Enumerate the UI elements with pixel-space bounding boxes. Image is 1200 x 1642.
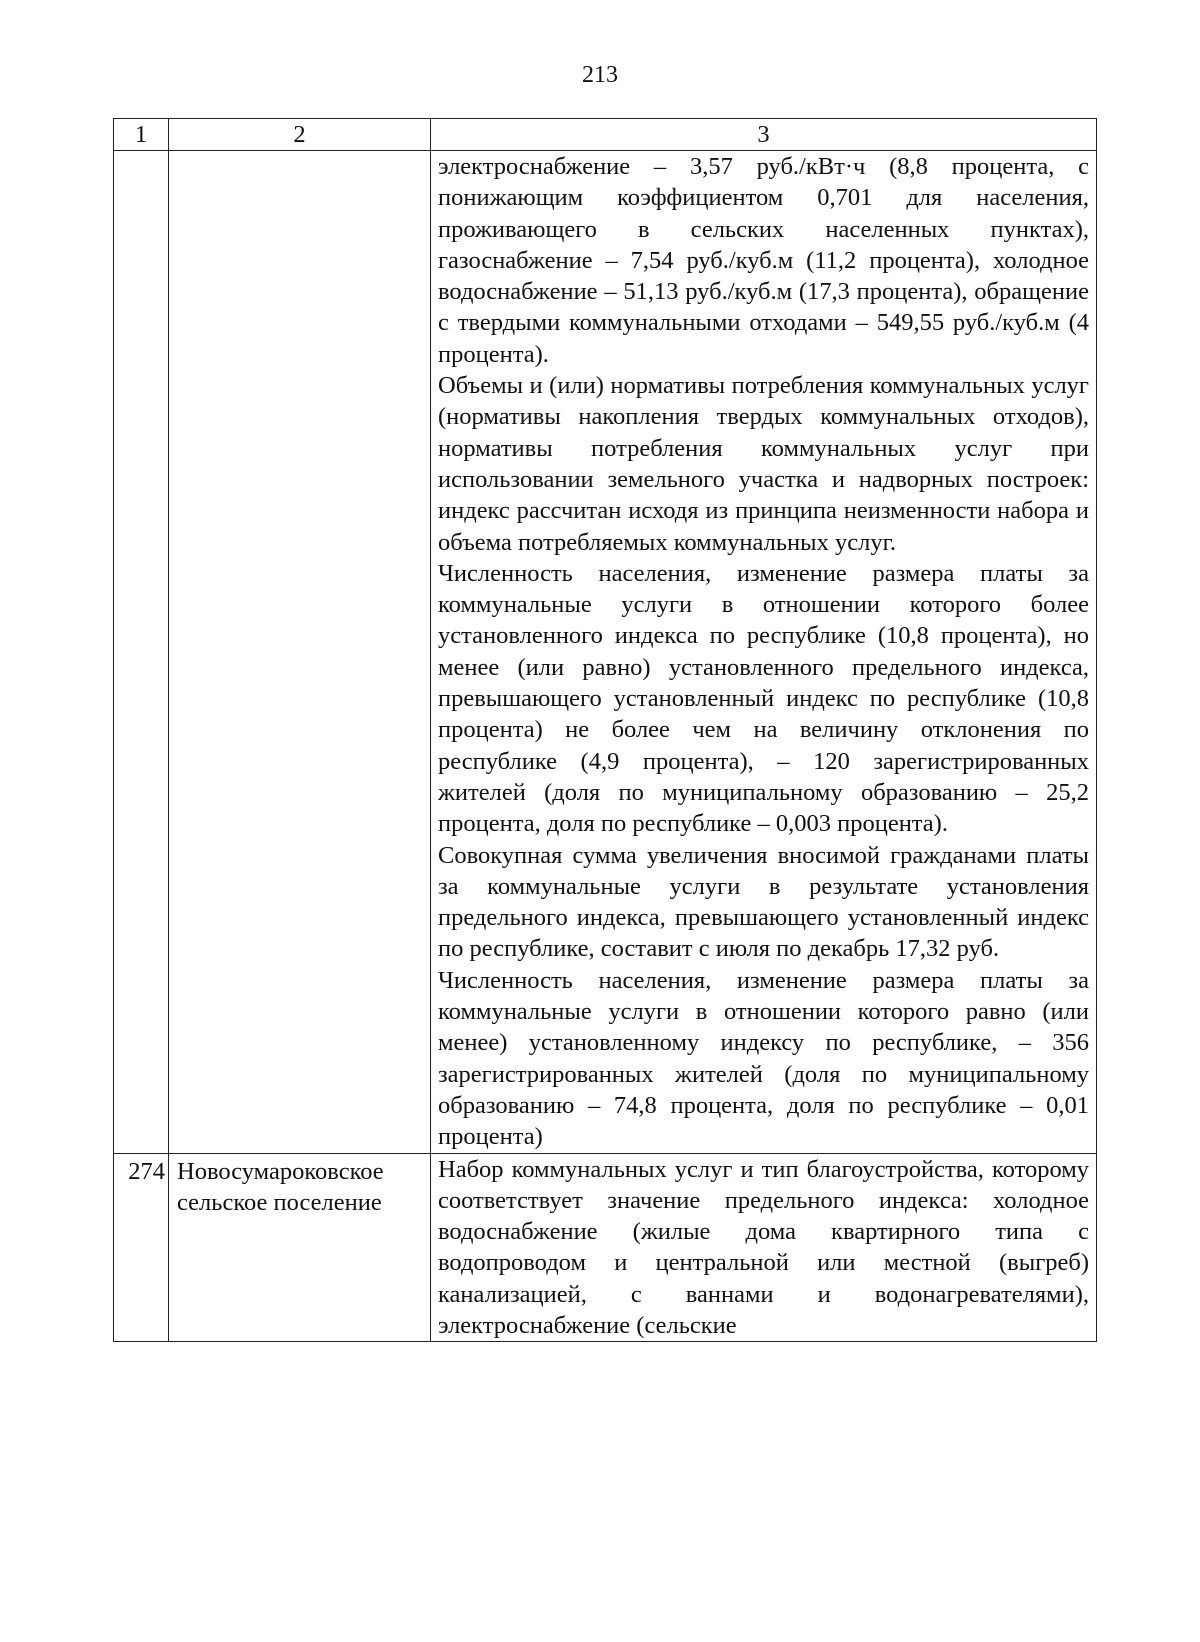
header-cell-1: 1 bbox=[114, 119, 169, 151]
description-cell bbox=[431, 1153, 1097, 1342]
header-cell-3: 3 bbox=[431, 119, 1097, 151]
table-row bbox=[114, 151, 1097, 1154]
description-paragraph: Численность населения, изменение размера платы за коммунальные услуги в отношении которого равно (или менее) установленному индексу по республике, – 356 зарегистрированных жителей (доля по муниципальному образованию – 74,8 процента, доля по республике – 0,01 процента) bbox=[438, 966, 1089, 1151]
row-number-cell: 274 bbox=[114, 1153, 169, 1342]
description-paragraph: Объемы и (или) нормативы потребления коммунальных услуг (нормативы накопления твердых коммунальных отходов), нормативы потребления коммунальных услуг при использовании земельного участка и надворных построек: индекс рассчитан исходя из принципа неизменности набора и объема потребляемых коммунальных услуг. bbox=[438, 372, 1089, 556]
data-table bbox=[113, 118, 1097, 1342]
row-number-cell bbox=[114, 151, 169, 1154]
description-paragraph: Численность населения, изменение размера платы за коммунальные услуги в отношении которого более установленного индекса по республике (10,8 процента), но менее (или равно) установленного предельного индекса, превышающего установленный индекс по республике (10,8 процента) не более чем на величину отклонения по республике (4,9 процента), – 120 зарегистрированных жителей (доля по муниципальному образованию – 25,2 процента, доля по республике – 0,003 процента). bbox=[438, 559, 1089, 838]
description-paragraph: Набор коммунальных услуг и тип благоустройства, которому соответствует значение предельного индекса: холодное водоснабжение (жилые дома квартирного типа с водопроводом и центральной или местной (выгреб) канализацией, с ваннами и водонагревателями), электроснабжение (сельские bbox=[438, 1155, 1089, 1339]
description-paragraph: электроснабжение – 3,57 руб./кВт·ч (8,8 процента, с понижающим коэффициентом 0,701 для населения, проживающего в сельских населенных пунктах), газоснабжение – 7,54 руб./куб.м (11,2 процента), холодное водоснабжение – 51,13 руб./куб.м (17,3 процента), обращение с твердыми коммунальными отходами – 549,55 руб./куб.м (4 процента). bbox=[438, 153, 1089, 368]
settlement-name-cell: Новосумароковское сельское поселение bbox=[169, 1153, 431, 1342]
table-header-row bbox=[114, 119, 1097, 151]
page-number: 213 bbox=[582, 62, 618, 88]
description-cell bbox=[431, 151, 1097, 1154]
description-paragraph: Совокупная сумма увеличения вносимой гражданами платы за коммунальные услуги в результате установления предельного индекса, превышающего установленный индекс по республике, составит с июля по декабрь 17,32 руб. bbox=[438, 841, 1089, 963]
settlement-name-cell bbox=[169, 151, 431, 1154]
header-cell-2: 2 bbox=[169, 119, 431, 151]
table-row bbox=[114, 1153, 1097, 1342]
